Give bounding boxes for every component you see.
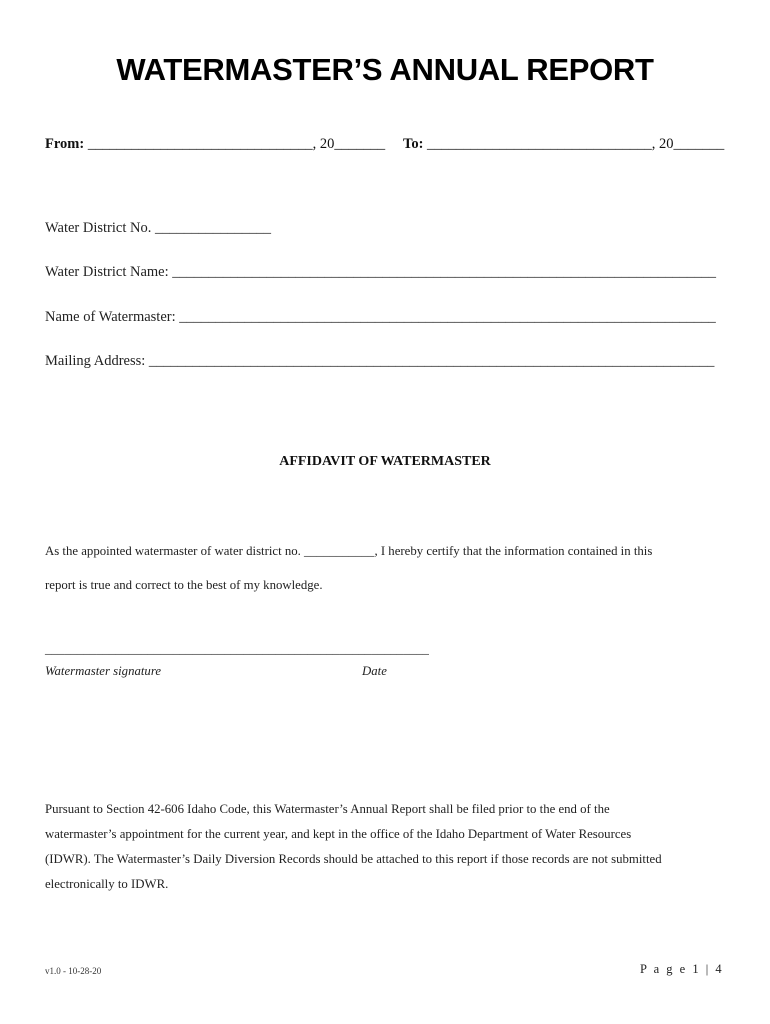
notice-line-3: (IDWR). The Watermaster’s Daily Diversion Records should be attached to this report if those records are not submitted (45, 852, 662, 866)
water-district-no-field[interactable]: Water District No. ________________ (45, 220, 271, 236)
page-number: P a g e 1 | 4 (640, 962, 724, 976)
water-district-name-field[interactable]: Water District Name: ___________________________________________________________________________ (45, 264, 717, 280)
notice-line-2: watermaster’s appointment for the current year, and kept in the office of the Idaho Department of Water Resources (45, 827, 632, 841)
date-label: Date (362, 664, 387, 678)
from-date-field[interactable] (45, 136, 385, 153)
watermaster-name-field[interactable]: Name of Watermaster: __________________________________________________________________________ (45, 309, 716, 325)
affidavit-heading: AFFIDAVIT OF WATERMASTER (279, 454, 491, 469)
signature-label: Watermaster signature (45, 664, 162, 678)
from-blank: _______________________________, 20_______ (87, 136, 386, 152)
version-label: v1.0 - 10-28-20 (45, 966, 102, 976)
from-label: From: (45, 136, 85, 152)
notice-line-4: electronically to IDWR. (45, 877, 169, 891)
to-blank: _______________________________, 20_______ (427, 136, 725, 152)
affidavit-text-line-1: As the appointed watermaster of water district no. ___________, I hereby certify that the information contained in this (45, 544, 653, 558)
to-label: To: (403, 136, 424, 152)
affidavit-text-line-2: report is true and correct to the best of my knowledge. (45, 578, 323, 592)
signature-line[interactable]: ____________________________________________________________ (45, 642, 429, 656)
mailing-address-field[interactable]: Mailing Address: ______________________________________________________________________________ (45, 353, 715, 369)
to-date-field[interactable] (403, 136, 724, 153)
page-title: WATERMASTER’S ANNUAL REPORT (116, 52, 654, 87)
notice-line-1: Pursuant to Section 42-606 Idaho Code, this Watermaster’s Annual Report shall be filed prior to the end of the (45, 802, 610, 816)
